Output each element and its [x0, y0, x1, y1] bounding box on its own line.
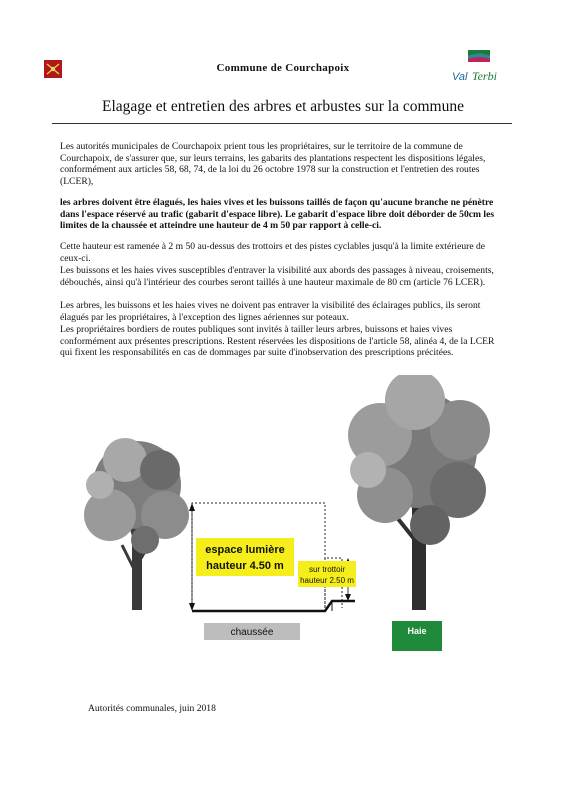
- label-hauteur-450: hauteur 4.50 m: [206, 560, 284, 572]
- paragraph-responsibility: Les propriétaires bordiers de routes publiques sont invités à tailler leurs arbres, buissons et haies vives conformément aux présentes prescriptions. Restent réservées les dispositions de l'article 58, alinéa 4, de la LCER qui fixent les responsabilités en cas de dommages par suite d'inobservation des prescriptions précitées.: [60, 324, 495, 359]
- paragraph-intro: Les autorités municipales de Courchapoix prient tous les propriétaires, sur le territoire de la commune de Courchapoix, de s'assurer que, sur leurs terrains, les gabarits des plantations respectent les dispositions légales, conformément aux articles 58, 68, 74, de la loi du 26 octobre 1978 sur la construction et l'entretien des routes (LCER),: [60, 141, 486, 187]
- title-underline: [52, 123, 512, 124]
- paragraph-lighting: Les arbres, les buissons et les haies vives ne doivent pas entraver la visibilité des éclairages publics, ils seront élagués par les propriétaires, à l'exception des lignes aériennes sur poteaux.: [60, 300, 481, 323]
- label-hauteur-250: hauteur 2.50 m: [300, 576, 354, 585]
- svg-text:Terbi: Terbi: [472, 69, 497, 83]
- paragraph-visibility: Les buissons et les haies vives susceptibles d'entraver la visibilité aux abords des passages à niveau, croisements, débouchés, ainsi qu'à l'intérieur des courbes seront taillés à une hauteur maximale de 80 cm (article 76 LCER).: [60, 265, 494, 288]
- label-haie: Haie: [407, 626, 427, 636]
- label-chaussee: chaussée: [230, 627, 274, 638]
- label-sur-trottoir: sur trottoir: [308, 565, 346, 574]
- label-espace-lumiere: espace lumière: [205, 544, 285, 556]
- clearance-diagram: [70, 375, 500, 655]
- document-title: Elagage et entretien des arbres et arbustes sur la commune: [102, 98, 464, 115]
- right-tree-icon: [348, 375, 490, 610]
- footer-signature: Autorités communales, juin 2018: [88, 703, 216, 714]
- left-tree-icon: [84, 438, 189, 610]
- paragraph-gabarit-rule: les arbres doivent être élagués, les haies vives et les buissons taillés de façon qu'aucune branche ne pénètre dans l'espace réservé au trafic (gabarit d'espace libre). Le gabarit d'espace libre doit déborder de 50cm les limites de la chaussée et atteindre une hauteur de 4 m 50 par rapport à celle-ci.: [60, 197, 495, 232]
- paragraph-trottoir-height: Cette hauteur est ramenée à 2 m 50 au-dessus des trottoirs et des pistes cyclables jusqu'à la limite extérieure de ceux-ci.: [60, 241, 486, 264]
- valterbi-logo-icon: [450, 48, 510, 90]
- svg-text:Val: Val: [452, 71, 468, 83]
- commune-name: Commune de Courchapoix: [216, 62, 350, 74]
